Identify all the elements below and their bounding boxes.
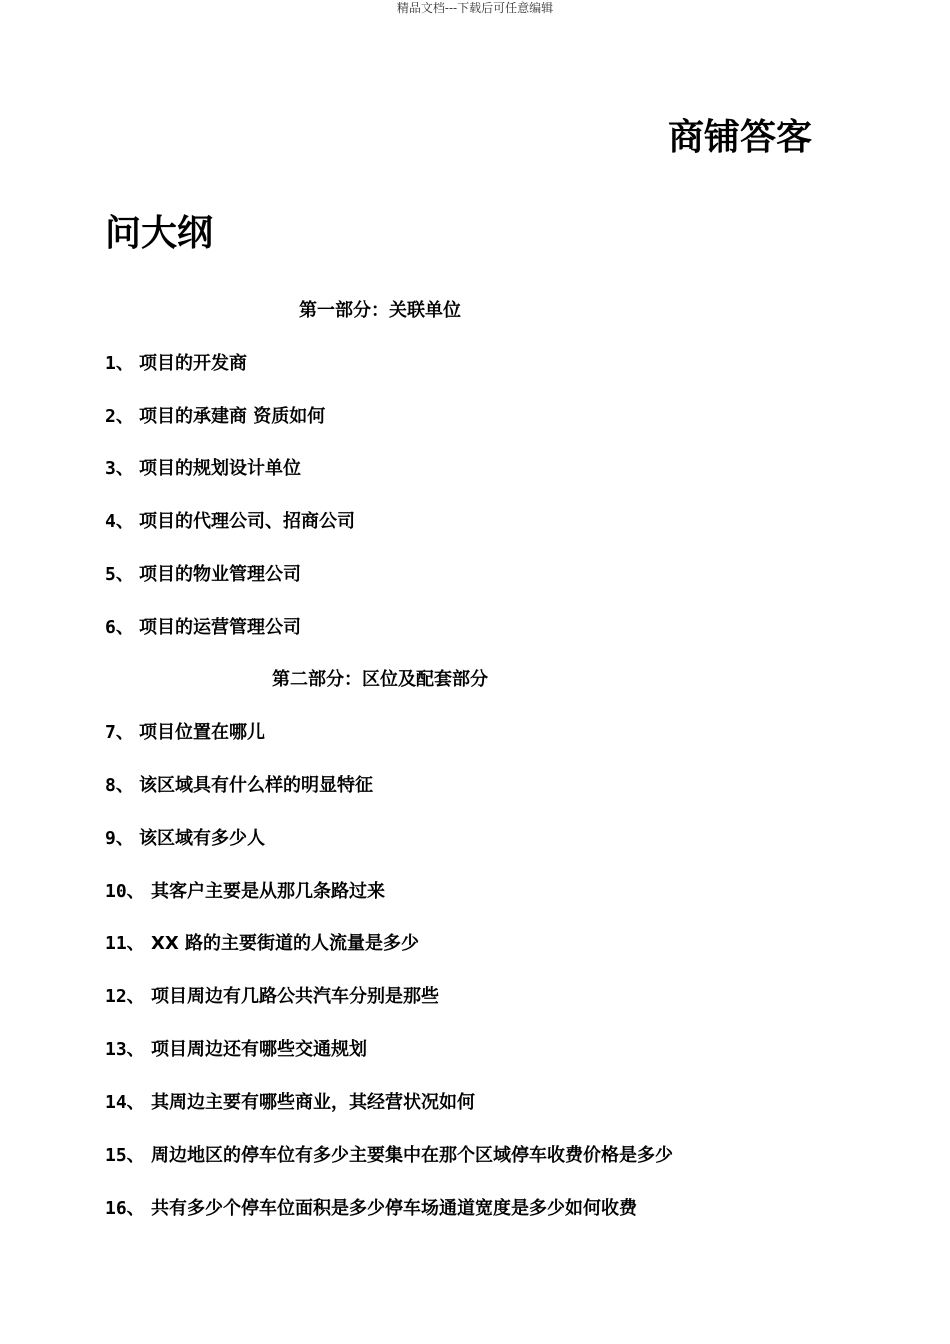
- list-item: [105, 880, 385, 904]
- list-item: [105, 457, 301, 481]
- item-number: 4、: [105, 511, 134, 532]
- item-text: 项目周边还有哪些交通规划: [151, 1039, 367, 1060]
- item-number: 1、: [105, 353, 134, 374]
- page-header-watermark: 精品文档---下载后可任意编辑: [396, 1, 554, 15]
- list-item: [105, 563, 301, 587]
- list-item: [105, 1091, 475, 1115]
- item-number: 6、: [105, 617, 134, 638]
- item-number: 16、: [105, 1198, 145, 1219]
- item-text: 项目的规划设计单位: [139, 458, 301, 479]
- document-title-line-1: 商铺答客: [668, 117, 813, 158]
- item-text: 周边地区的停车位有多少主要集中在那个区域停车收费价格是多少: [151, 1145, 673, 1166]
- item-number: 5、: [105, 564, 134, 585]
- list-item: [105, 616, 301, 640]
- item-text: 项目的物业管理公司: [139, 564, 301, 585]
- item-text: 项目的承建商 资质如何: [139, 406, 326, 427]
- section-heading: 第一部分：关联单位: [299, 300, 461, 321]
- list-item: [105, 1038, 367, 1062]
- item-text: 项目的开发商: [139, 353, 247, 374]
- list-item: [105, 932, 419, 956]
- item-number: 15、: [105, 1145, 145, 1166]
- list-item: [105, 985, 439, 1009]
- list-item: [105, 1197, 637, 1221]
- list-item: [105, 1144, 673, 1168]
- list-item: [105, 510, 355, 534]
- item-number: 2、: [105, 406, 134, 427]
- item-number: 9、: [105, 828, 134, 849]
- item-number: 11、: [105, 933, 145, 954]
- item-number: 13、: [105, 1039, 145, 1060]
- item-number: 14、: [105, 1092, 145, 1113]
- list-item: [105, 352, 247, 376]
- item-text: 项目的运营管理公司: [139, 617, 301, 638]
- item-text: 项目周边有几路公共汽车分别是那些: [151, 986, 439, 1007]
- item-text: 其客户主要是从那几条路过来: [151, 881, 385, 902]
- document-title-line-2: 问大纲: [105, 213, 214, 254]
- item-text: 该区域具有什么样的明显特征: [139, 775, 373, 796]
- list-item: [105, 827, 265, 851]
- item-number: 10、: [105, 881, 145, 902]
- item-text: 其周边主要有哪些商业，其经营状况如何: [151, 1092, 475, 1113]
- item-text: 共有多少个停车位面积是多少停车场通道宽度是多少如何收费: [151, 1198, 637, 1219]
- list-item: [105, 774, 373, 798]
- item-number: 3、: [105, 458, 134, 479]
- section-heading: 第二部分：区位及配套部分: [272, 669, 488, 690]
- item-text: 该区域有多少人: [139, 828, 265, 849]
- item-text: XX 路的主要街道的人流量是多少: [151, 933, 420, 954]
- list-item: [105, 721, 265, 745]
- item-number: 12、: [105, 986, 145, 1007]
- item-number: 8、: [105, 775, 134, 796]
- list-item: [105, 405, 325, 429]
- item-text: 项目位置在哪儿: [139, 722, 265, 743]
- item-text: 项目的代理公司、招商公司: [139, 511, 355, 532]
- item-number: 7、: [105, 722, 134, 743]
